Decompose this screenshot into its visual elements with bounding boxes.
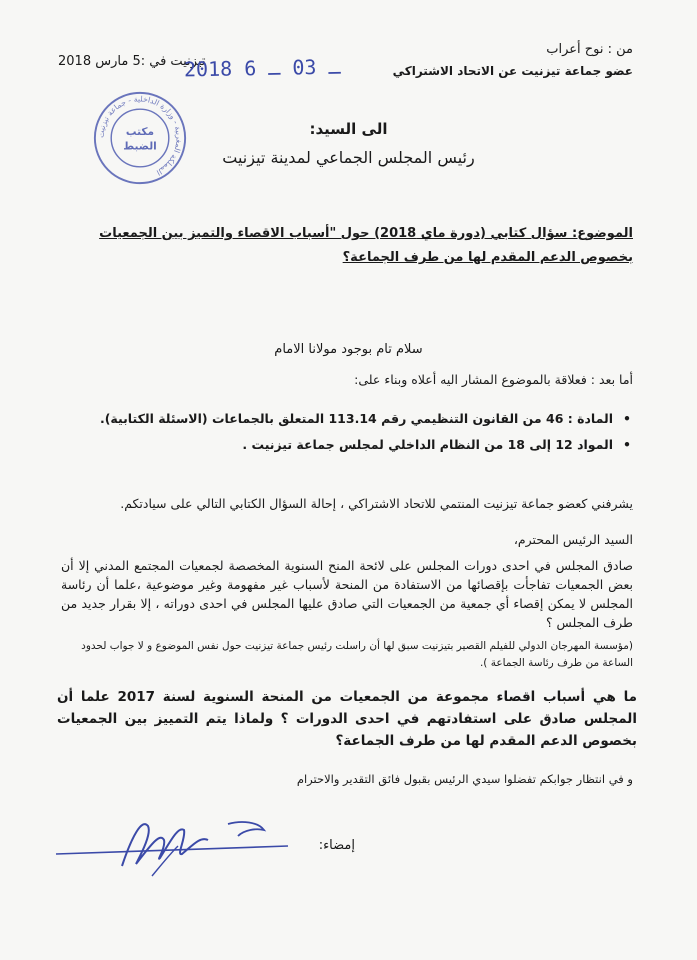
sender-role: عضو جماعة تيزنيت عن الاتحاد الاشتراكي [392, 64, 633, 78]
stamp-center-line2: الضبط [123, 140, 157, 153]
note-paragraph: (مؤسسة المهرجان الدولي للفيلم القصير بتيزنيت سبق لها أن راسلت رئيس جماعة تيزنيت حول نفس الموضوع و لا جواب لحدود الساعة من طرف رئاسة الجماعة ). [81, 640, 633, 669]
greeting: سلام تام بوجود مولانا الامام [274, 342, 423, 357]
recipient-title: رئيس المجلس الجماعي لمدينة تيزنيت [222, 148, 475, 167]
sender-name: من : نوح أعراب [546, 42, 633, 57]
reference-item: • المادة : 46 من القانون التنظيمي رقم 113.14 المتعلق بالجماعات (الاسئلة الكتابية). [100, 406, 633, 432]
stamp-date: 2018 ـ 03 ـ 6 [183, 54, 341, 82]
stamp-ring-text: المملكة المغربية - وزارة الداخلية - جماعة تيزنيت [96, 94, 184, 178]
stamp-center-line1: مكتب [125, 126, 155, 139]
handwritten-signature [52, 806, 292, 880]
closing-line: و في انتظار جوابكم تفضلوا سيدي الرئيس بقبول فائق التقدير والاحترام [296, 772, 633, 786]
office-stamp [92, 90, 188, 186]
body-paragraph: صادق المجلس في احدى دورات المجلس على لائحة المنح السنوية المخصصة لجمعيات المجتمع المدني إلا أن بعض الجمعيات تفاجأت بإقصائها من الاستفادة من المنحة لأسباب غير مفهومة وغير موضوعية ،علما أن رئاسة المجلس لا يمكن إقصاء أي جمعية من الجمعيات التي صادق عليها المجلس في احدى دوراته ، إلا بقرار جديد من طرف المجلس ؟ [61, 558, 633, 630]
legal-references [100, 406, 633, 458]
reference-item: • المواد 12 إلى 18 من النظام الداخلي لمجلس جماعة تيزنيت . [100, 432, 633, 458]
subject-line: الموضوع: سؤال كتابي (دورة ماي 2018) حول "أسباب الاقصاء والتميز بين الجمعيات بخصوص الدعم المقدم لها من طرف الجماعة؟ [99, 226, 633, 265]
honor-line: يشرفني كعضو جماعة تيزنيت المنتمي للاتحاد الاشتراكي ، إحالة السؤال الكتابي التالي على سيادتكم. [120, 496, 633, 511]
intro-line: أما بعد : فعلاقة بالموضوع المشار اليه أعلاه وبناء على: [354, 372, 633, 387]
question-paragraph: ما هي أسباب اقصاء مجموعة من الجمعيات من المنحة السنوية لسنة 2017 علما أن المجلس صادق على استفادتهم في احدى الدورات ؟ ولماذا يتم التمييز بين الجمعيات بخصوص الدعم المقدم لها من طرف الجماعة؟ [57, 689, 638, 749]
date-line: تيزنيت في :5 مارس 2018 [58, 54, 206, 69]
recipient-label: الى السيد: [309, 120, 388, 138]
salutation: السيد الرئيس المحترم، [513, 532, 633, 547]
signature-label: إمضاء: [318, 838, 355, 853]
